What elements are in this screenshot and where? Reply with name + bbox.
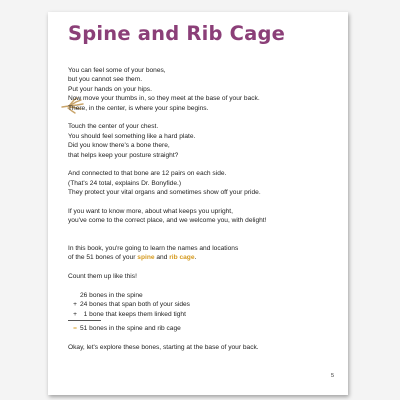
text-line: but you cannot see them. xyxy=(68,76,143,84)
sum-divider xyxy=(68,320,101,321)
closing-line: Okay, let's explore these bones, starting at the base of your back. xyxy=(68,343,259,351)
count-text: 1 bone that keeps them linked tight xyxy=(80,310,186,318)
count-symbol: + xyxy=(73,310,77,318)
intro-text: of the 51 bones of your xyxy=(68,254,138,262)
stanza-1 xyxy=(68,66,340,113)
intro-paragraph xyxy=(68,244,340,263)
text-line: If you want to know more, about what keeps you upright, xyxy=(68,208,233,216)
count-symbol xyxy=(68,291,80,300)
text-line: Touch the center of your chest. xyxy=(68,123,159,131)
text-line: that helps keep your posture straight? xyxy=(68,151,179,159)
text-line: In this book, you're going to learn the names and locations xyxy=(68,244,239,252)
rib-cage-highlight: rib cage xyxy=(169,254,195,262)
page-number: 5 xyxy=(330,373,334,379)
text-line: you've come to the correct place, and we welcome you, with delight! xyxy=(68,217,267,225)
text-line: Put your hands on your hips. xyxy=(68,85,152,93)
text-line: Now move your thumbs in, so they meet at the base of your back. xyxy=(68,95,260,103)
count-text: 26 bones in the spine xyxy=(80,291,143,299)
count-prompt: Count them up like this! xyxy=(68,273,137,281)
count-total: 51 bones in the spine and rib cage xyxy=(80,325,181,333)
bone-count-sum xyxy=(68,291,340,334)
intro-text: and xyxy=(154,254,170,262)
count-row xyxy=(68,291,340,300)
text-line: Did you know there's a bone there, xyxy=(68,142,170,150)
count-row xyxy=(68,300,340,309)
poem-text xyxy=(68,66,340,362)
count-row xyxy=(68,310,340,319)
text-line xyxy=(68,253,340,262)
spine-highlight: spine xyxy=(137,254,155,262)
stanza-4 xyxy=(68,207,340,226)
count-symbol: + xyxy=(73,301,77,309)
stanza-2 xyxy=(68,122,340,160)
text-line: There, in the center, is where your spine begins. xyxy=(68,104,209,112)
text-line: You should feel something like a hard plate. xyxy=(68,132,196,140)
count-text: 24 bones that span both of your sides xyxy=(80,301,190,309)
text-line: (That's 24 total, explains Dr. Bonyfide.) xyxy=(68,179,182,187)
page-title: Spine and Rib Cage xyxy=(68,22,286,45)
book-page xyxy=(48,12,348,395)
text-line: They protect your vital organs and sometimes show off your pride. xyxy=(68,189,261,197)
text-line: And connected to that bone are 12 pairs on each side. xyxy=(68,170,227,178)
total-symbol: = xyxy=(73,325,77,333)
count-total-row xyxy=(68,324,340,333)
intro-text: . xyxy=(194,254,197,262)
text-line: You can feel some of your bones, xyxy=(68,67,166,74)
stanza-3 xyxy=(68,169,340,197)
